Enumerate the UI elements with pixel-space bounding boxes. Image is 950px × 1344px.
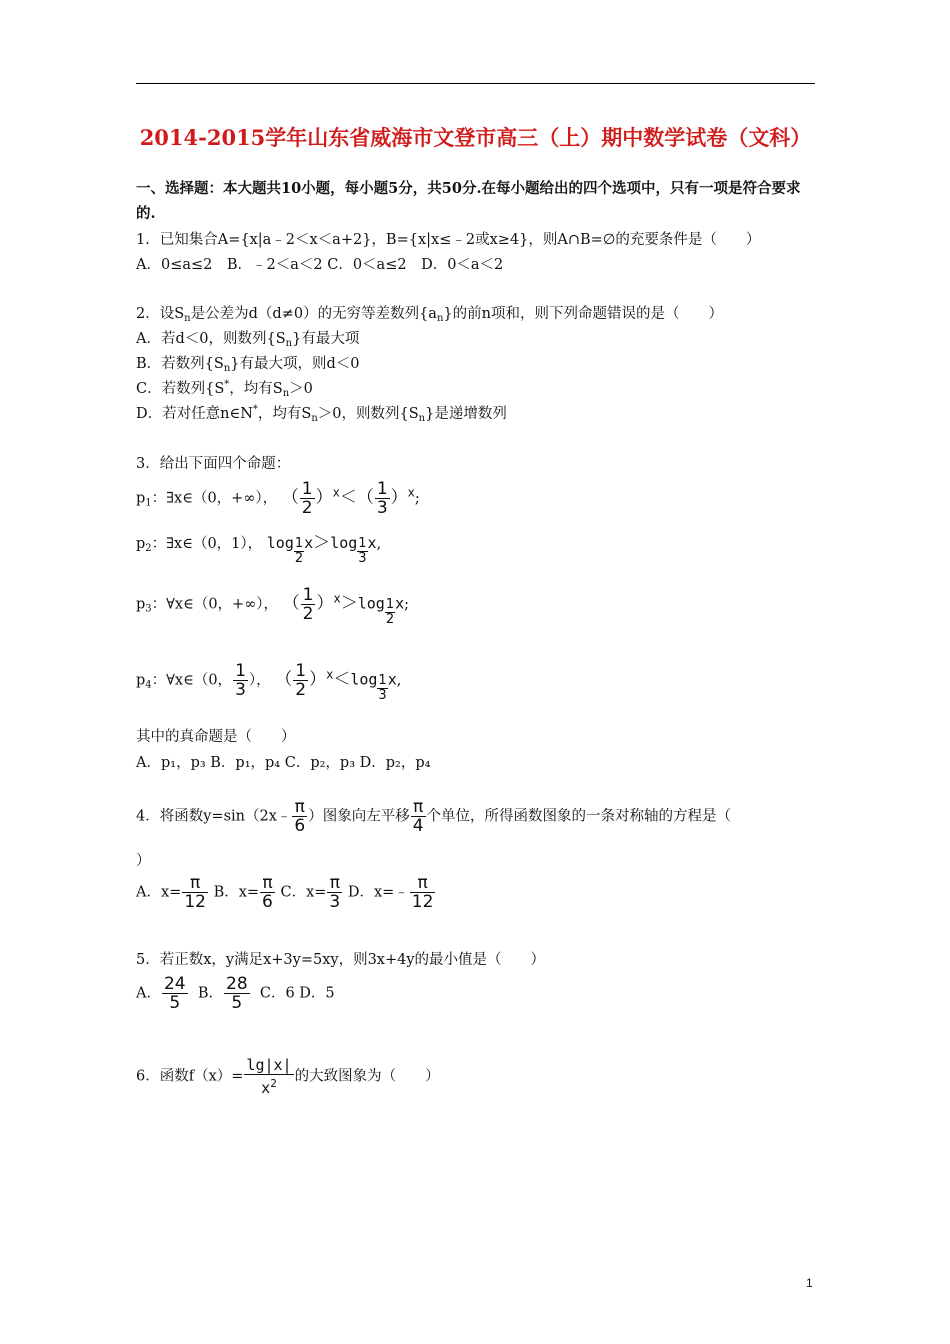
q3-p1: $p_1$：∃x∈（0，+∞）， （ $\frac{1}{2}$ ）$^x$＜（ $\frac{1}{3}$ ）$^x$; xyxy=(136,479,420,518)
section-heading: 一、选择题：本大题共10小题，每小题5分，共50分.在每小题给出的四个选项中，只有一项是符合要求的. xyxy=(136,180,801,222)
q2-option-a: A．若d＜0，则数列$\{S_n\}$有最大项 xyxy=(136,331,360,349)
q6-stem: 6．函数f（x）= $\frac{\lg|x|}{x^2}$ 的大致图象为（ ） xyxy=(136,1056,440,1097)
q3-ask: 其中的真命题是（ ） xyxy=(136,729,296,745)
q2-option-b: B．若数列$\{S_n\}$有最大项，则d＜0 xyxy=(136,356,360,374)
exam-title: 2014-2015学年山东省威海市文登市高三（上）期中数学试卷（文科） xyxy=(139,125,812,150)
q2-option-c: C．若数列{S*，均有$S_n>0$ xyxy=(136,379,313,399)
q1-options: A．0≤a≤2 B．﹣2＜a＜2 C．0＜a≤2 D．0＜a＜2 xyxy=(136,257,504,273)
q4-options: A．x= $\frac{\pi}{12}$ B．x= $\frac{\pi}{6}$ C．x= $\frac{\pi}{3}$ D．x=﹣ $\frac{\pi}{12}$ xyxy=(136,873,434,912)
q3-p3: $p_3$：∀x∈（0，+∞）， （ $\frac{1}{2}$ ）$^x$＞log $\frac{1}{2}$ x; xyxy=(136,585,410,627)
q3-options: A．p₁，p₃ B．p₁，p₄ C．p₂，p₃ D．p₂，p₄ xyxy=(136,755,431,771)
q5-options: A． $\frac{24}{5}$ B． $\frac{28}{5}$ C．6 D．5 xyxy=(136,974,335,1013)
q3-stem: 3．给出下面四个命题： xyxy=(136,456,291,472)
q4-stem-end: ） xyxy=(136,853,151,869)
q1-stem: 1．已知集合A={x|a﹣2＜x＜a+2}，B={x|x≤﹣2或x≥4}，则A∩B=∅的充要条件是（ ） xyxy=(136,232,761,248)
q5-stem: 5．若正数x，y满足x+3y=5xy，则3x+4y的最小值是（ ） xyxy=(136,952,546,968)
q2-option-d: D．若对任意n∈N*，均有$S_n>0$，则数列$\{S_n\}$是递增数列 xyxy=(136,404,507,424)
page-number: 1 xyxy=(806,1276,813,1290)
q3-p4: $p_4$：∀x∈（0， $\frac{1}{3}$ ）， （ $\frac{1}{2}$ ）$^x$＜log $\frac{1}{3}$ x, xyxy=(136,661,402,703)
q4-stem: 4．将函数y=sin（2x﹣ $\frac{\pi}{6}$ ）图象向左平移 $\frac{\pi}{4}$ 个单位，所得函数图象的一条对称轴的方程是（ xyxy=(136,797,732,836)
q2-stem: 2．设$S_n$是公差为d（d≠0）的无穷等差数列$\{a_n\}$的前n项和，则下列命题错误的是（ ） xyxy=(136,306,723,324)
frac-third: $\frac{1}{3}$ xyxy=(376,479,388,518)
frac-half: $\frac{1}{2}$ xyxy=(301,479,313,518)
header-rule xyxy=(136,83,815,84)
q3-p2: $p_2$：∃x∈（0，1）， log $\frac{1}{2}$ x＞log $\frac{1}{3}$ x, xyxy=(136,533,382,566)
